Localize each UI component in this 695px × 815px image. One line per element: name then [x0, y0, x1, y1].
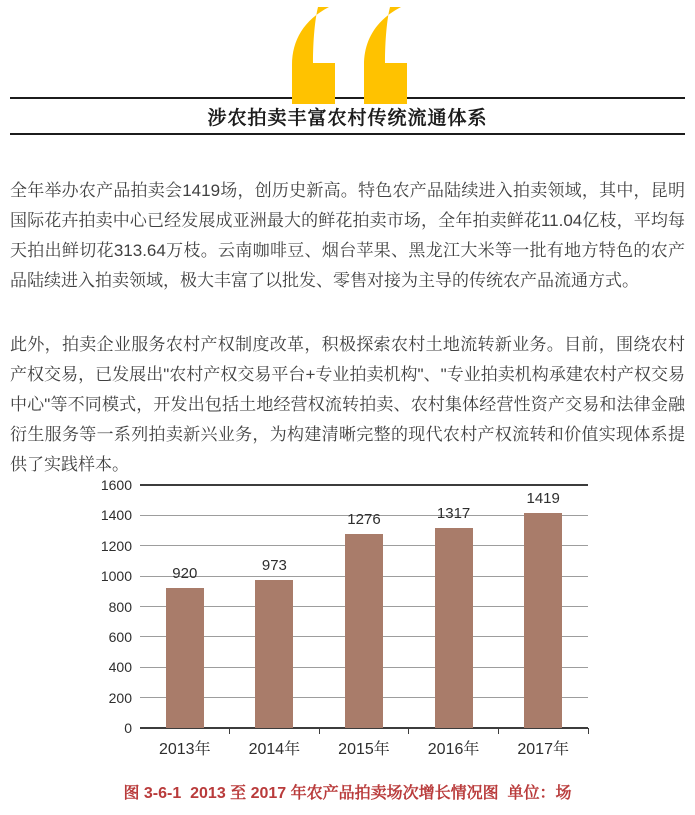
y-axis-label: 200 — [108, 689, 132, 706]
bar-value-label: 1317 — [436, 504, 471, 522]
bar-2015年 — [345, 534, 383, 728]
y-axis-label: 800 — [108, 598, 132, 615]
x-axis-label: 2015年 — [338, 741, 390, 758]
bar-2017年 — [524, 513, 562, 729]
axis-tick — [229, 728, 230, 734]
bar-2013年 — [166, 588, 204, 728]
chart-plot-area — [140, 485, 588, 728]
y-axis-label: 600 — [108, 628, 132, 645]
axis-tick — [319, 728, 320, 734]
axis-tick — [588, 728, 589, 734]
figure-caption: 图 3-6-1 2013 至 2017 年农产品拍卖场次增长情况图 单位：场 — [123, 785, 572, 802]
x-axis-label: 2014年 — [248, 741, 301, 758]
y-axis-label: 1400 — [100, 507, 132, 524]
x-axis-label: 2016年 — [427, 741, 480, 758]
quote-ornament — [286, 7, 408, 105]
bar-chart — [0, 470, 695, 770]
y-axis-label: 400 — [108, 659, 132, 676]
article-title: 涉农拍卖丰富农村传统流通体系 — [207, 107, 488, 129]
axis-tick — [498, 728, 499, 734]
gridline — [140, 484, 588, 486]
x-axis-label: 2013年 — [158, 741, 211, 758]
bar-value-label: 1419 — [526, 489, 560, 507]
paragraph-1: 全年举办农产品拍卖会1419场，创历史新高。特色农产品陆续进入拍卖领域，其中，昆明国际花卉拍卖中心已经发展成亚洲最大的鲜花拍卖市场，全年拍卖鲜花11.04亿枝，平均每天拍出鲜切花313.64万枝。云南咖啡豆、烟台苹果、黑龙江大米等一批有地方特色的农产品陆续进入拍卖领域，极大丰富了以批发、零售对接为主导的传统农产品流通方式。 — [10, 181, 685, 290]
quote-glyph-right — [364, 7, 407, 104]
bar-2014年 — [255, 580, 293, 728]
bar-value-label: 1276 — [347, 511, 381, 529]
x-axis-label: 2017年 — [517, 741, 569, 758]
y-axis-label: 1600 — [100, 477, 132, 493]
y-axis-label: 1000 — [100, 568, 132, 585]
bar-value-label: 973 — [261, 557, 287, 575]
axis-tick — [408, 728, 409, 734]
double-quote-icon — [286, 7, 408, 105]
paragraph-2: 此外，拍卖企业服务农村产权制度改革，积极探索农村土地流转新业务。目前，围绕农村产权交易，已发展出"农村产权交易平台+专业拍卖机构"、"专业拍卖机构承建农村产权交易中心"等不同模式，开发出包括土地经营权流转拍卖、农村集体经营性资产交易和法律金融衍生服务等一系列拍卖新兴业务，为构建清晰完整的现代农村产权流转和价值实现体系提供了实践样本。 — [10, 335, 685, 474]
y-axis-label: 0 — [124, 720, 132, 736]
quote-glyph-left — [292, 7, 335, 104]
bar-2016年 — [435, 528, 473, 728]
y-axis-label: 1200 — [100, 537, 132, 554]
bar-value-label: 920 — [172, 565, 198, 583]
